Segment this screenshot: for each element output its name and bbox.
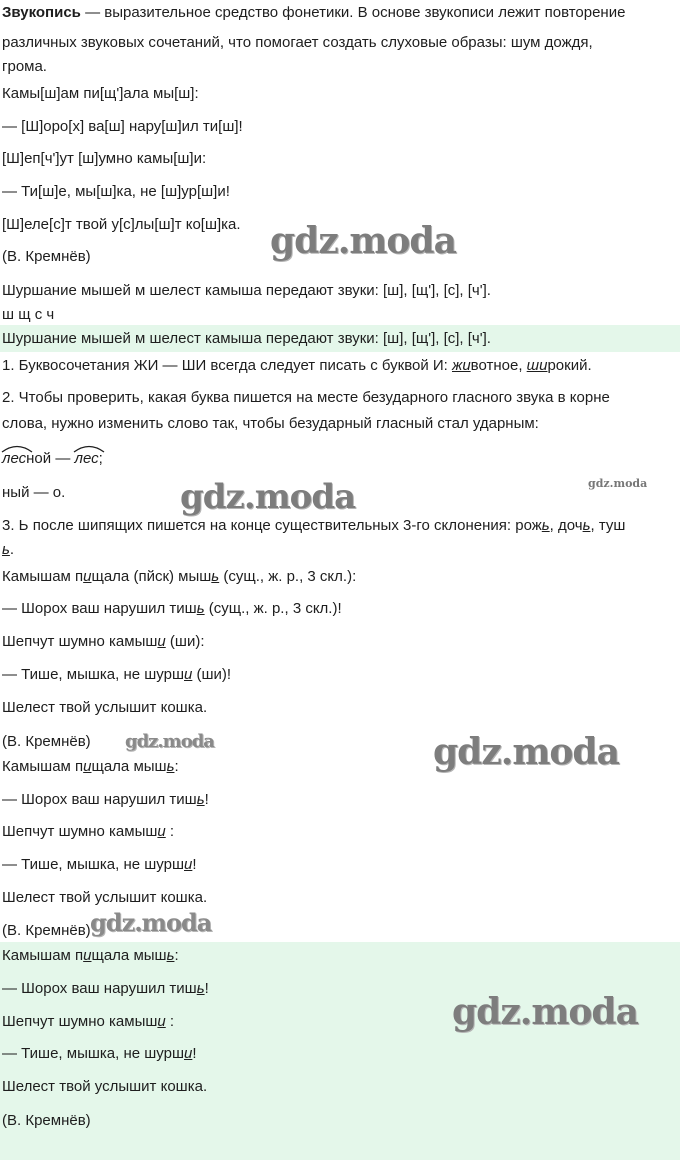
poem-line: — Шорох ваш нарушил тишь! bbox=[2, 791, 209, 808]
watermark: gdz.moda bbox=[270, 220, 456, 262]
rule-2-line-2: слова, нужно изменить слово так, чтобы безударный гласный стал ударным: bbox=[2, 415, 539, 432]
author: (В. Кремнёв) bbox=[2, 1112, 91, 1129]
watermark: gdz.moda bbox=[588, 477, 648, 490]
rule-2-fragment: ный — о. bbox=[2, 484, 66, 501]
analysis-line: Шелест твой услышит кошка. bbox=[2, 699, 208, 716]
rule-3-line-2: ь. bbox=[2, 541, 15, 558]
sounds-highlight: Шуршание мышей м шелест камыша передают звуки: [ш], [щ'], [с], [ч']. bbox=[2, 330, 491, 347]
root-mark: лес bbox=[2, 450, 26, 467]
answer-poem-line: — Шорох ваш нарушил тишь! bbox=[2, 980, 209, 997]
poem-line: Шелест твой услышит кошка. bbox=[2, 889, 208, 906]
root-mark: лес bbox=[74, 450, 98, 467]
analysis-line: Камышам пищала (пйск) мышь (сущ., ж. р., 3 скл.): bbox=[2, 568, 357, 585]
poem-line: Камышам пищала мышь: bbox=[2, 758, 179, 775]
answer-poem-line: Камышам пищала мышь: bbox=[2, 947, 179, 964]
analysis-line: — Тише, мышка, не шурши (ши)! bbox=[2, 666, 232, 683]
watermark: gdz.moda bbox=[90, 908, 212, 937]
watermark: gdz.moda bbox=[180, 477, 356, 517]
intro-line-2: различных звуковых сочетаний, что помогает создать слуховые образы: шум дождя, bbox=[2, 34, 593, 51]
transcription-line: [Ш]еп[ч']ут [ш]умно камы[ш]и: bbox=[2, 150, 207, 167]
author: (В. Кремнёв) bbox=[2, 733, 91, 750]
analysis-line: Шепчут шумно камыши (ши): bbox=[2, 633, 205, 650]
rule-2-example: лесной — лес; bbox=[2, 450, 103, 467]
poem-line: — Тише, мышка, не шурши! bbox=[2, 856, 197, 873]
answer-poem-line: Шепчут шумно камыши : bbox=[2, 1013, 175, 1030]
answer-poem-line: Шелест твой услышит кошка. bbox=[2, 1078, 208, 1095]
term: Звукопись bbox=[2, 4, 81, 21]
watermark: gdz.moda bbox=[452, 991, 638, 1033]
sounds-letters: ш щ с ч bbox=[2, 306, 55, 323]
sounds-text: Шуршание мышей м шелест камыша передают звуки: [ш], [щ'], [с], [ч']. bbox=[2, 282, 491, 299]
watermark: gdz.moda bbox=[433, 731, 619, 773]
intro-line-1: Звукопись — выразительное средство фонетики. В основе звукописи лежит повторение bbox=[2, 4, 626, 21]
analysis-line: — Шорох ваш нарушил тишь (сущ., ж. р., 3 скл.)! bbox=[2, 600, 342, 617]
transcription-line: Камы[ш]ам пи[щ']ала мы[ш]: bbox=[2, 85, 199, 102]
rule-2-line-1: 2. Чтобы проверить, какая буква пишется на месте безударного гласного звука в корне bbox=[2, 389, 610, 406]
transcription-line: — [Ш]оро[х] ва[ш] нару[ш]ил ти[ш]! bbox=[2, 118, 243, 135]
poem-line: Шепчут шумно камыши : bbox=[2, 823, 175, 840]
intro-line-3: грома. bbox=[2, 58, 47, 75]
rule-1: 1. Буквосочетания ЖИ — ШИ всегда следует писать с буквой И: животное, широкий. bbox=[2, 357, 592, 374]
transcription-line: [Ш]еле[с]т твой у[с]лы[ш]т ко[ш]ка. bbox=[2, 216, 241, 233]
rule-3-line-1: 3. Ь после шипящих пишется на конце существительных 3-го склонения: рожь, дочь, туш bbox=[2, 517, 626, 534]
author: (В. Кремнёв) bbox=[2, 922, 91, 939]
watermark: gdz.moda bbox=[125, 731, 214, 752]
author: (В. Кремнёв) bbox=[2, 248, 91, 265]
transcription-line: — Ти[ш]е, мы[ш]ка, не [ш]ур[ш]и! bbox=[2, 183, 230, 200]
answer-poem-line: — Тише, мышка, не шурши! bbox=[2, 1045, 197, 1062]
